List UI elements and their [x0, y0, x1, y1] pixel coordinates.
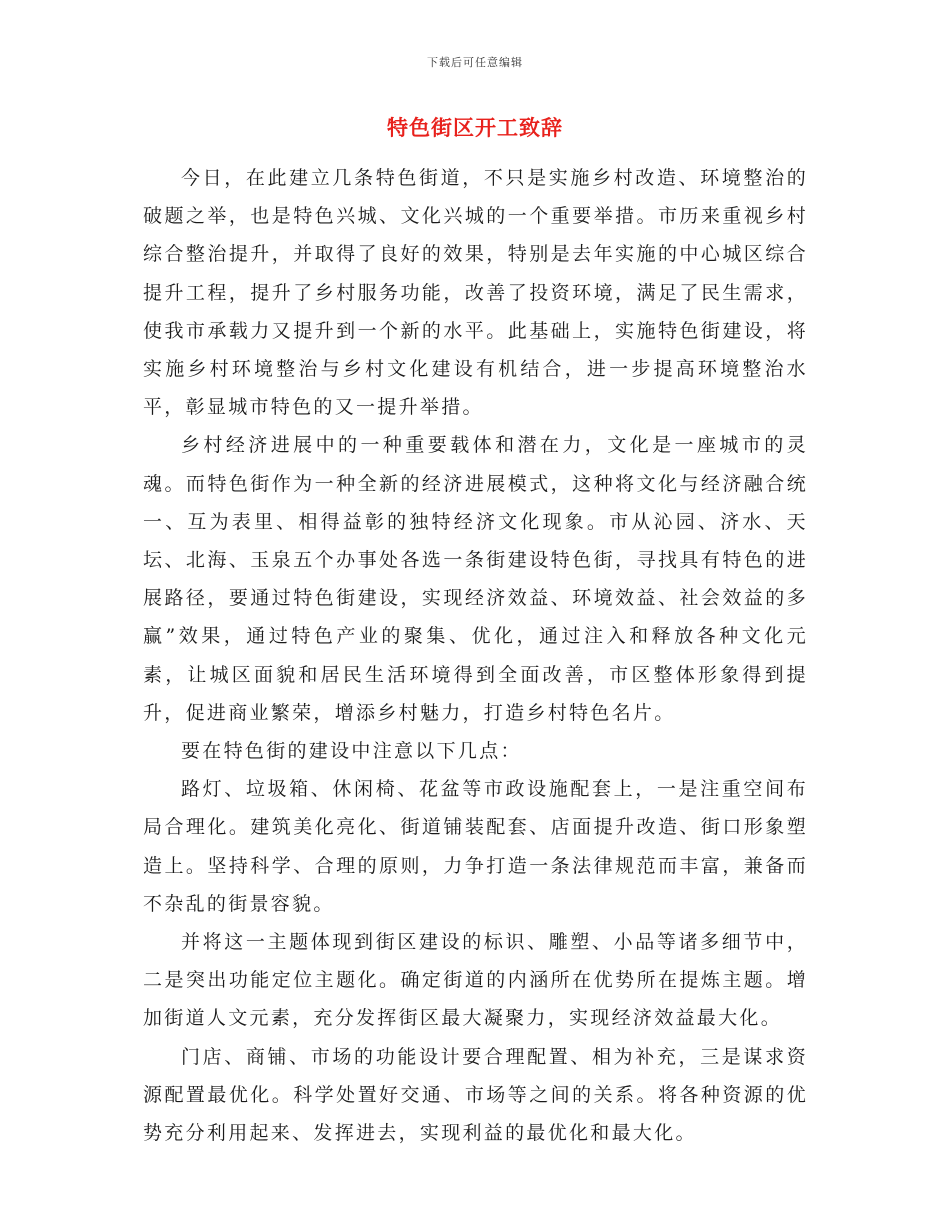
paragraph-2: 乡村经济进展中的一种重要载体和潜在力，文化是一座城市的灵魂。而特色街作为一种全新的经济进展模式，这种将文化与经济融合统一、互为表里、相得益彰的独特经济文化现象。市从沁园、济水、天坛、北海、玉泉五个办事处各选一条街建设特色街，寻找具有特色的进展路径，要通过特色街建设，实现经济效益、环境效益、社会效益的多赢”效果，通过特色产业的聚集、优化，通过注入和释放各种文化元素，让城区面貌和居民生活环境得到全面改善，市区整体形象得到提升，促进商业繁荣，增添乡村魅力，打造乡村特色名片。 — [143, 434, 808, 724]
document-title: 特色街区开工致辞 — [387, 116, 563, 140]
paragraph-5: 并将这一主题体现到街区建设的标识、雕塑、小品等诸多细节中，二是突出功能定位主题化。确定街道的内涵所在优势所在提炼主题。增加街道人文元素，充分发挥街区最大凝聚力，实现经济效益最大化。 — [143, 931, 808, 1030]
paragraph-4: 路灯、垃圾箱、休闲椅、花盆等市政设施配套上，一是注重空间布局合理化。建筑美化亮化、街道铺装配套、店面提升改造、街口形象塑造上。坚持科学、合理的原则，力争打造一条法律规范而丰富，兼备而不杂乱的街景容貌。 — [143, 778, 808, 915]
paragraph-3: 要在特色街的建设中注意以下几点： — [181, 740, 522, 763]
header-note: 下载后可任意编辑 — [427, 56, 523, 69]
paragraph-1: 今日，在此建立几条特色街道，不只是实施乡村改造、环境整治的破题之举，也是特色兴城、文化兴城的一个重要举措。市历来重视乡村综合整治提升，并取得了良好的效果，特别是去年实施的中心城区综合提升工程，提升了乡村服务功能，改善了投资环境，满足了民生需求，使我市承载力又提升到一个新的水平。此基础上，实施特色街建设，将实施乡村环境整治与乡村文化建设有机结合，进一步提高环境整治水平，彰显城市特色的又一提升举措。 — [143, 167, 808, 419]
document-body — [143, 159, 808, 1152]
paragraph-6: 门店、商铺、市场的功能设计要合理配置、相为补充，三是谋求资源配置最优化。科学处置好交通、市场等之间的关系。将各种资源的优势充分利用起来、发挥进去，实现利益的最优化和最大化。 — [143, 1045, 808, 1145]
